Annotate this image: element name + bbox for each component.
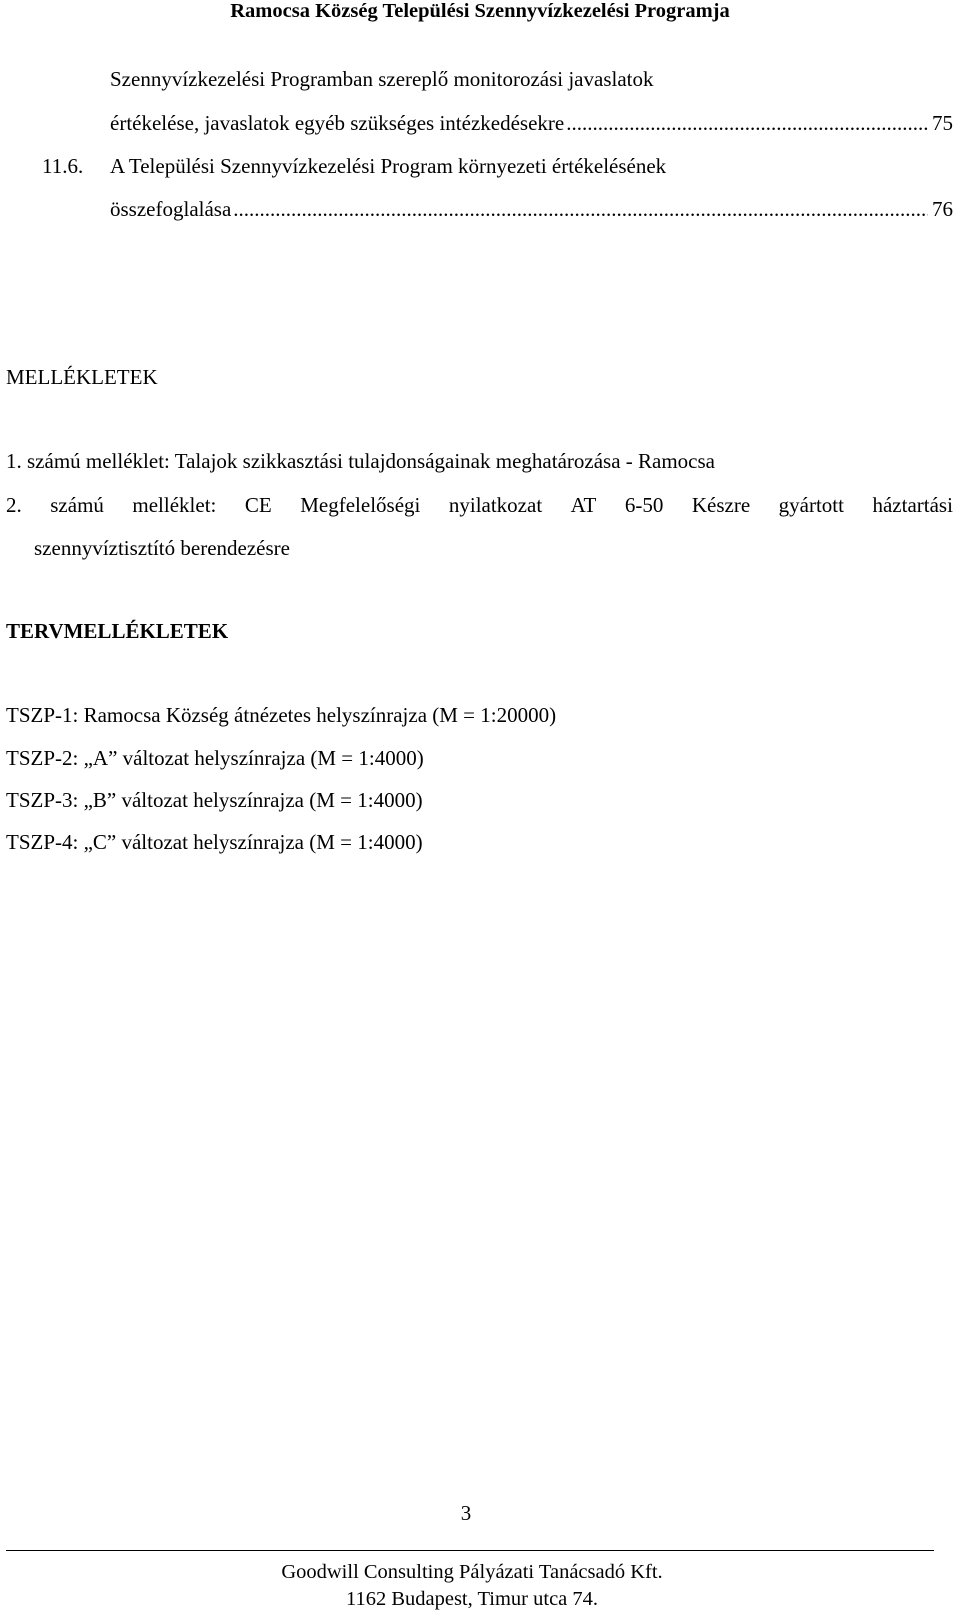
- attachment-word: gyártott: [778, 493, 844, 517]
- footer-address: 1162 Budapest, Timur utca 74.: [345, 1588, 599, 1610]
- toc-page-number: 75: [932, 111, 953, 135]
- attachment-word: nyilatkozat: [448, 493, 543, 517]
- toc-entry-text: összefoglalása: [110, 197, 232, 221]
- plan-item: TSZP-2: „A” változat helyszínrajza (M = 1:4000): [6, 746, 424, 770]
- attachment-item-continuation: szennyvíztisztító berendezésre: [34, 536, 290, 560]
- attachment-item: [6, 492, 953, 518]
- plan-item: TSZP-1: Ramocsa Község átnézetes helyszínrajza (M = 1:20000): [6, 703, 557, 727]
- page-number: 3: [460, 1501, 472, 1525]
- footer-company: Goodwill Consulting Pályázati Tanácsadó Kft.: [281, 1561, 663, 1583]
- attachment-word: Készre: [691, 493, 751, 517]
- plans-heading: TERVMELLÉKLETEK: [6, 619, 229, 643]
- toc-entry[interactable]: [110, 110, 953, 136]
- attachment-word: 2.: [6, 493, 22, 517]
- plan-item: TSZP-3: „B” változat helyszínrajza (M = 1:4000): [6, 788, 423, 812]
- toc-dot-leader: [233, 196, 928, 222]
- attachment-word: melléklet:: [132, 493, 217, 517]
- toc-entry-text: Szennyvízkezelési Programban szereplő monitorozási javaslatok: [110, 67, 654, 91]
- attachment-word: CE: [244, 493, 272, 517]
- attachment-word: Megfelelőségi: [300, 493, 421, 517]
- toc-page-number: 76: [932, 197, 953, 221]
- toc-entry-text: A Települési Szennyvízkezelési Program környezeti értékelésének: [110, 154, 667, 178]
- page-header-title: Ramocsa Község Települési Szennyvízkezelési Programja: [230, 0, 730, 22]
- attachment-word: háztartási: [872, 493, 953, 517]
- toc-entry-number: 11.6.: [42, 154, 84, 178]
- attachment-word: AT: [570, 493, 597, 517]
- toc-entry-text: értékelése, javaslatok egyéb szükséges intézkedésekre: [110, 111, 565, 135]
- toc-entry[interactable]: [110, 196, 953, 222]
- toc-dot-leader: [566, 110, 928, 136]
- footer-divider: [6, 1550, 934, 1551]
- attachment-word: 6-50: [624, 493, 664, 517]
- attachment-item: 1. számú melléklet: Talajok szikkasztási tulajdonságainak meghatározása - Ramocsa: [6, 449, 715, 473]
- plan-item: TSZP-4: „C” változat helyszínrajza (M = 1:4000): [6, 830, 423, 854]
- attachments-heading: MELLÉKLETEK: [6, 365, 158, 389]
- attachment-word: számú: [50, 493, 104, 517]
